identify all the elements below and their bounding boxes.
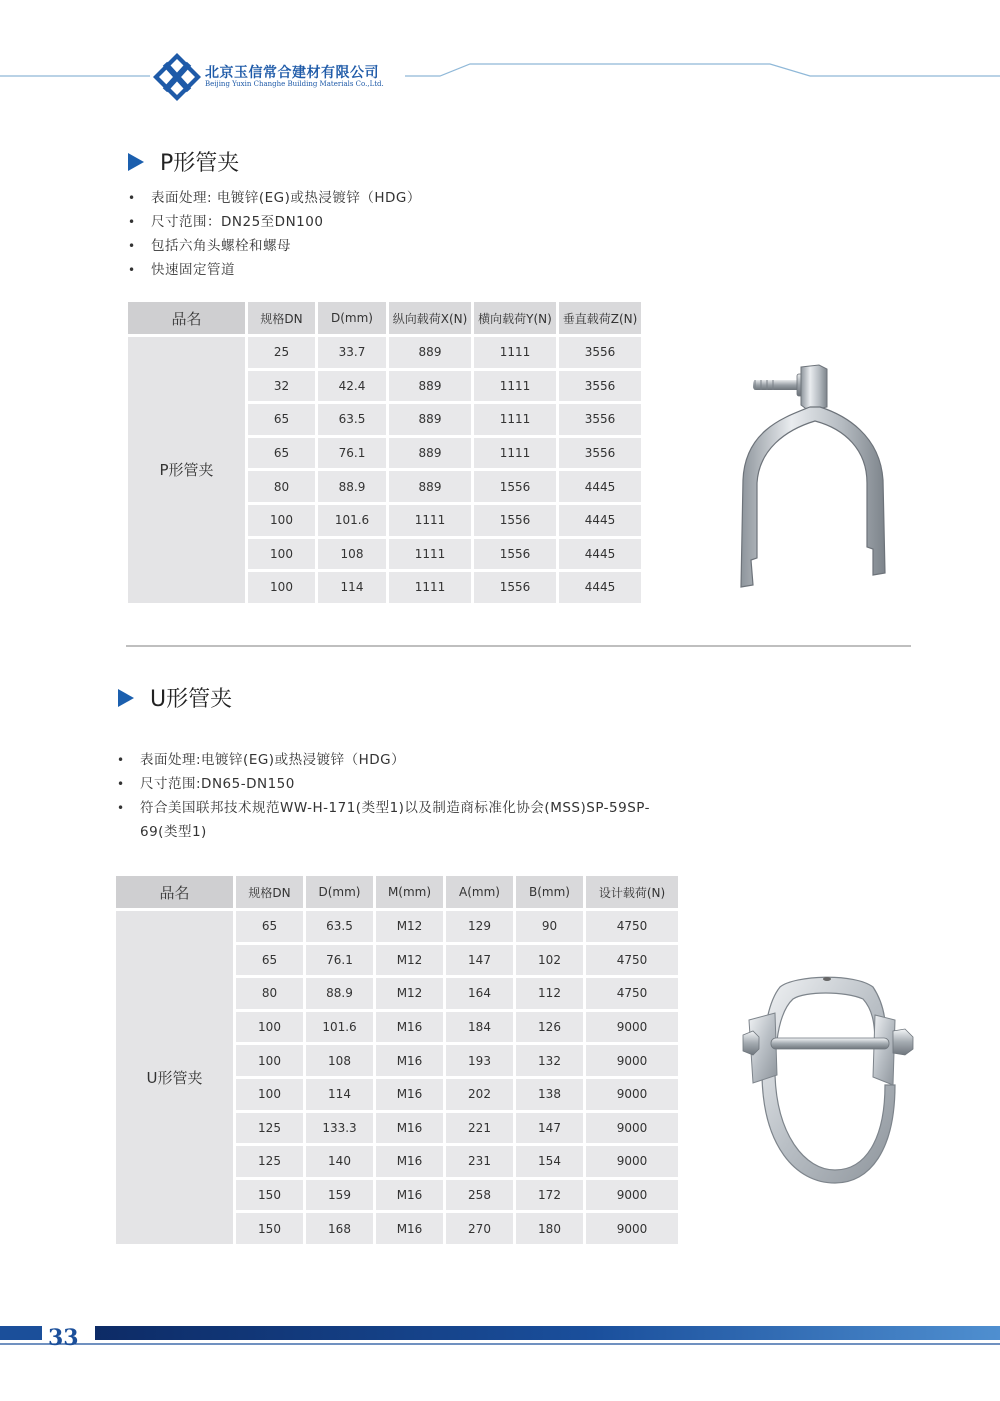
p-clamp-title: P形管夹 <box>160 151 240 176</box>
table-cell: 4445 <box>559 471 641 502</box>
table-cell: 112 <box>516 978 583 1009</box>
table-cell: 889 <box>389 404 471 435</box>
section-divider <box>126 645 911 647</box>
table-cell: 102 <box>516 945 583 976</box>
table-cell: 100 <box>248 539 315 570</box>
table-cell: 126 <box>516 1012 583 1043</box>
feature-item: • 尺寸范围:DN65-DN150 <box>117 772 657 796</box>
company-name-cn: 北京玉信常合建材有限公司 <box>205 65 379 81</box>
table-cell: M16 <box>376 1213 443 1244</box>
feature-item: • 尺寸范围：DN25至DN100 <box>128 210 421 234</box>
table-cell: 65 <box>236 911 303 942</box>
table-cell: 4750 <box>586 911 678 942</box>
table-cell: 42.4 <box>318 371 386 402</box>
table-cell: M16 <box>376 1146 443 1177</box>
table-cell: 150 <box>236 1180 303 1211</box>
table-header-row <box>116 876 678 908</box>
table-cell: M16 <box>376 1180 443 1211</box>
u-clamp-spec-table <box>113 873 681 1247</box>
col-header: M(mm) <box>376 876 443 908</box>
table-cell: 125 <box>236 1113 303 1144</box>
table-cell: 1556 <box>474 572 556 603</box>
table-cell: 147 <box>516 1113 583 1144</box>
table-cell: 9000 <box>586 1079 678 1110</box>
table-cell: 129 <box>446 911 513 942</box>
table-cell: 76.1 <box>306 945 373 976</box>
table-cell: M12 <box>376 945 443 976</box>
table-cell: 90 <box>516 911 583 942</box>
table-cell: 80 <box>248 471 315 502</box>
u-clamp-title: U形管夹 <box>150 687 233 712</box>
table-cell: 4445 <box>559 539 641 570</box>
page-number: 33 <box>48 1325 79 1351</box>
p-clamp-heading <box>128 146 239 177</box>
table-cell: 63.5 <box>318 404 386 435</box>
table-cell: 193 <box>446 1045 513 1076</box>
table-cell: 33.7 <box>318 337 386 368</box>
table-cell: 184 <box>446 1012 513 1043</box>
table-cell: 65 <box>248 404 315 435</box>
company-logo <box>152 52 202 102</box>
col-header: B(mm) <box>516 876 583 908</box>
table-cell: 150 <box>236 1213 303 1244</box>
table-cell: 114 <box>306 1079 373 1110</box>
col-header: A(mm) <box>446 876 513 908</box>
table-cell: 1556 <box>474 539 556 570</box>
table-cell: 1111 <box>474 404 556 435</box>
col-header: 规格DN <box>248 302 315 334</box>
table-cell: 159 <box>306 1180 373 1211</box>
table-cell: 138 <box>516 1079 583 1110</box>
table-cell: 101.6 <box>318 505 386 536</box>
table-cell: 114 <box>318 572 386 603</box>
table-cell: 100 <box>236 1045 303 1076</box>
table-cell: 80 <box>236 978 303 1009</box>
u-clamp-features <box>117 748 657 844</box>
col-header: 垂直载荷Z(N) <box>559 302 641 334</box>
table-cell: 1111 <box>389 572 471 603</box>
table-cell: 1556 <box>474 505 556 536</box>
table-cell: 140 <box>306 1146 373 1177</box>
header-decoration <box>0 50 1000 90</box>
table-cell: 270 <box>446 1213 513 1244</box>
p-clamp-features <box>128 186 421 282</box>
table-cell: 889 <box>389 471 471 502</box>
table-cell: 65 <box>236 945 303 976</box>
table-header-row <box>128 302 641 334</box>
table-cell: 889 <box>389 371 471 402</box>
col-header: D(mm) <box>306 876 373 908</box>
table-cell: 3556 <box>559 404 641 435</box>
table-cell: M16 <box>376 1045 443 1076</box>
table-cell: 1111 <box>389 505 471 536</box>
table-cell: 889 <box>389 337 471 368</box>
table-cell: 65 <box>248 438 315 469</box>
table-cell: 100 <box>248 572 315 603</box>
table-cell: 101.6 <box>306 1012 373 1043</box>
table-cell: 9000 <box>586 1045 678 1076</box>
table-cell: 180 <box>516 1213 583 1244</box>
table-cell: 76.1 <box>318 438 386 469</box>
table-cell: 108 <box>306 1045 373 1076</box>
table-cell: 88.9 <box>318 471 386 502</box>
table-cell: 1111 <box>474 337 556 368</box>
p-clamp-spec-table <box>125 299 644 606</box>
footer-bar <box>0 1322 1000 1352</box>
u-clamp-heading <box>118 682 232 713</box>
table-cell: 100 <box>236 1012 303 1043</box>
table-cell: 1111 <box>474 371 556 402</box>
table-cell: 125 <box>236 1146 303 1177</box>
table-cell: 108 <box>318 539 386 570</box>
table-cell: 164 <box>446 978 513 1009</box>
table-cell: 9000 <box>586 1213 678 1244</box>
table-cell: 1111 <box>474 438 556 469</box>
heading-arrow-icon <box>118 689 134 707</box>
table-cell: M16 <box>376 1012 443 1043</box>
col-header: 纵向载荷X(N) <box>389 302 471 334</box>
table-cell: 4750 <box>586 978 678 1009</box>
table-cell: 3556 <box>559 438 641 469</box>
table-cell: 100 <box>248 505 315 536</box>
table-cell: 3556 <box>559 337 641 368</box>
table-cell: M16 <box>376 1113 443 1144</box>
table-cell: 221 <box>446 1113 513 1144</box>
table-cell: M16 <box>376 1079 443 1110</box>
table-cell: 3556 <box>559 371 641 402</box>
feature-item: • 表面处理:电镀锌(EG)或热浸镀锌（HDG） <box>117 748 657 772</box>
table-cell: 9000 <box>586 1146 678 1177</box>
table-cell: 4445 <box>559 572 641 603</box>
col-header: 品名 <box>128 302 245 334</box>
feature-item: • 表面处理: 电镀锌(EG)或热浸镀锌（HDG） <box>128 186 421 210</box>
table-row <box>116 911 678 942</box>
col-header: 横向载荷Y(N) <box>474 302 556 334</box>
table-cell: 1111 <box>389 539 471 570</box>
table-cell: 132 <box>516 1045 583 1076</box>
table-cell: 4445 <box>559 505 641 536</box>
col-header: 设计载荷(N) <box>586 876 678 908</box>
table-cell: 1556 <box>474 471 556 502</box>
col-header: 品名 <box>116 876 233 908</box>
table-cell: 202 <box>446 1079 513 1110</box>
table-cell: 231 <box>446 1146 513 1177</box>
table-cell: 88.9 <box>306 978 373 1009</box>
table-row <box>128 337 641 368</box>
u-clamp-product-image <box>735 965 925 1190</box>
table-cell: 25 <box>248 337 315 368</box>
heading-arrow-icon <box>128 153 144 171</box>
company-name-en: Beijing Yuxin Changhe Building Materials Co.,Ltd. <box>205 80 384 88</box>
table-cell: 63.5 <box>306 911 373 942</box>
table-cell: M12 <box>376 911 443 942</box>
table-cell: 133.3 <box>306 1113 373 1144</box>
table-cell: 154 <box>516 1146 583 1177</box>
col-header: D(mm) <box>318 302 386 334</box>
table-cell: 9000 <box>586 1012 678 1043</box>
table-cell: 9000 <box>586 1180 678 1211</box>
table-cell: 168 <box>306 1213 373 1244</box>
product-name-cell: U形管夹 <box>116 911 233 1244</box>
p-clamp-product-image <box>715 355 900 600</box>
table-cell: 172 <box>516 1180 583 1211</box>
table-cell: 32 <box>248 371 315 402</box>
table-cell: 4750 <box>586 945 678 976</box>
table-cell: 9000 <box>586 1113 678 1144</box>
table-cell: 147 <box>446 945 513 976</box>
table-cell: M12 <box>376 978 443 1009</box>
feature-item: • 快速固定管道 <box>128 258 421 282</box>
table-cell: 258 <box>446 1180 513 1211</box>
col-header: 规格DN <box>236 876 303 908</box>
feature-item: • 包括六角头螺栓和螺母 <box>128 234 421 258</box>
table-cell: 100 <box>236 1079 303 1110</box>
feature-item: • 符合美国联邦技术规范WW-H-171(类型1)以及制造商标准化协会(MSS)SP-59SP-69(类型1) <box>117 796 657 844</box>
product-name-cell: P形管夹 <box>128 337 245 603</box>
table-cell: 889 <box>389 438 471 469</box>
